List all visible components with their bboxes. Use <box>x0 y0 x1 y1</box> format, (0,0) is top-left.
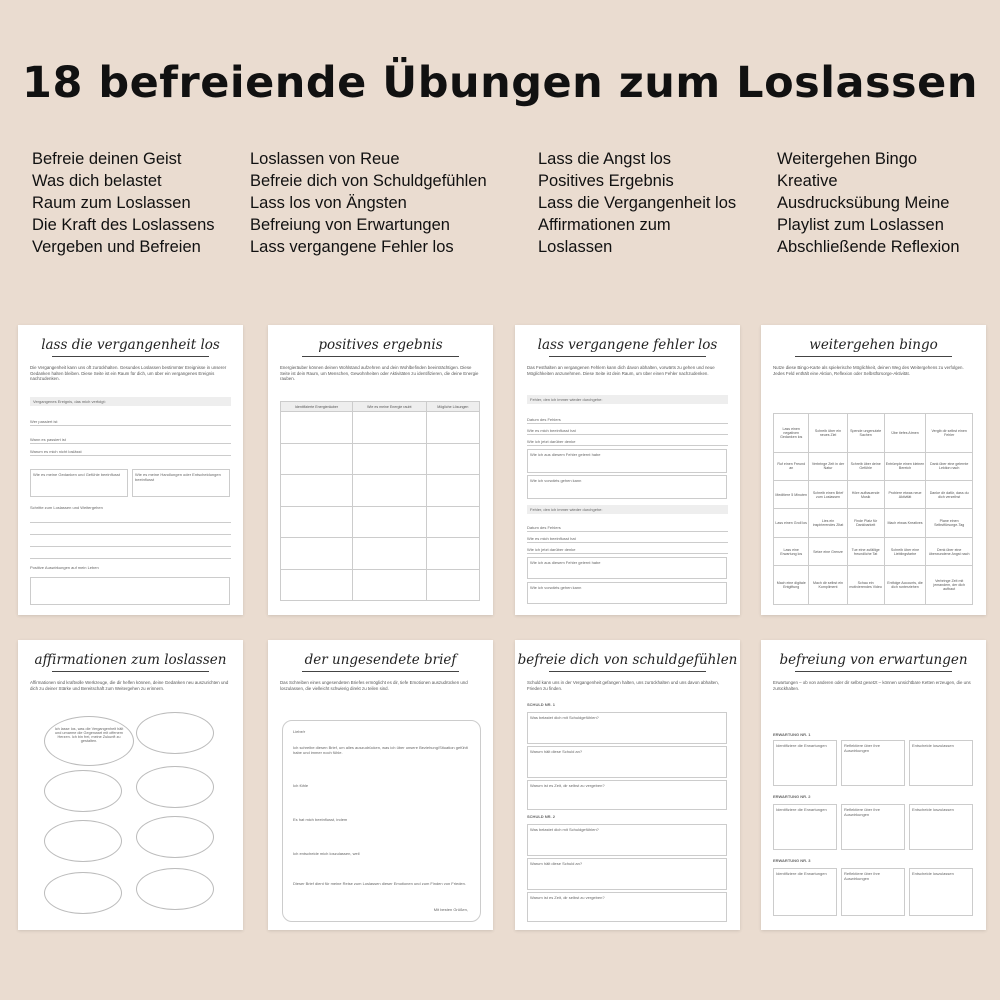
expectation-box: Identifiziere die Erwartungen <box>773 740 837 786</box>
page-title: 18 befreiende Übungen zum Loslassen <box>22 58 978 108</box>
worksheet-intro: Energieräuber können deinen Wohlstand aufzehren und dein Wohlbefinden beeinträchtigen. Diese Seite ist dein Raum, um Menschen, Gewohnheiten oder Aktivitäten zu identifizieren, die deine Energie rauben. <box>280 365 479 382</box>
field-label: Wer passiert ist <box>30 419 231 426</box>
section-label: ERWARTUNG NR. 3 <box>773 858 811 863</box>
list-item: Befreie deinen Geist <box>32 150 182 168</box>
field-label: Fehler, den ich immer wieder durchgehe: <box>527 395 728 404</box>
cloud-shape <box>44 872 122 914</box>
cloud-shape <box>136 712 214 754</box>
exercise-column-3 <box>538 148 736 258</box>
expectation-box: Entscheide loszulassen <box>909 868 973 916</box>
field-label: Wann es passiert ist <box>30 437 231 444</box>
question-box: Was belastet dich mit Schuldgefühlen? <box>527 824 727 856</box>
list-item: Befreie dich von Schuldgefühlen <box>250 172 487 190</box>
field-label: Fehler, den ich immer wieder durchgehe: <box>527 505 728 514</box>
worksheet-title: weitergehen bingo <box>761 337 986 357</box>
bingo-cell: Mach dir selbst ein Kompliment <box>809 566 847 605</box>
reflection-box: Wie ich aus diesem Fehler gelernt habe <box>527 449 727 473</box>
bingo-cell: Übe tiefes Atmen <box>884 414 926 453</box>
letter-line: Es hat mich beeinflusst, indem <box>293 817 348 822</box>
bingo-cell: Vergib dir selbst einen Fehler <box>926 414 973 453</box>
worksheet-preview-brief <box>268 640 493 930</box>
worksheet-intro: Das Schreiben eines ungesendeten Briefes ermöglicht es dir, tiefe Emotionen auszudrücken und loszulassen, die vielleicht schwierig direkt zu teilen sind. <box>280 680 468 691</box>
field-label: Wie ich jetzt darüber denke <box>527 439 728 446</box>
question-box: Warum hält diese Schuld an? <box>527 746 727 778</box>
exercise-column-2 <box>250 148 487 258</box>
cloud-shape <box>136 766 214 808</box>
list-item: Lass die Angst los <box>538 150 671 168</box>
list-item: Die Kraft des Loslassens <box>32 216 215 234</box>
bingo-cell: Verbringe Zeit in der Natur <box>809 452 847 480</box>
footer-box <box>30 577 230 605</box>
section-label: ERWARTUNG NR. 1 <box>773 732 811 737</box>
expectation-box: Entscheide loszulassen <box>909 740 973 786</box>
expectation-box: Reflektiere über ihre Auswirkungen <box>841 868 905 916</box>
worksheet-preview-erwartungen <box>761 640 986 930</box>
worksheet-title: positives ergebnis <box>268 337 493 357</box>
list-item: Raum zum Loslassen <box>32 194 191 212</box>
list-item: Weitergehen Bingo <box>777 150 918 168</box>
field-label: Warum es mich nicht loslässt <box>30 449 231 456</box>
section-label: ERWARTUNG NR. 2 <box>773 794 811 799</box>
worksheet-title: befreiung von erwartungen <box>761 652 986 672</box>
bingo-cell: Lass eine Erwartung los <box>774 537 809 565</box>
list-item: Loslassen von Reue <box>250 150 400 168</box>
expectation-box: Reflektiere über ihre Auswirkungen <box>841 740 905 786</box>
worksheet-preview-schuld <box>515 640 740 930</box>
worksheet-title: befreie dich von schuldgefühlen <box>515 652 740 672</box>
worksheet-intro: Schuld kann uns in der Vergangenheit gefangen halten, uns zurückhalten und uns davon abhalten, Frieden zu finden. <box>527 680 719 691</box>
bingo-cell: Schreib über ein neues Ziel <box>809 414 847 453</box>
list-item: Affirmationen zum <box>538 216 671 234</box>
list-item: Playlist zum Loslassen <box>777 216 944 234</box>
bingo-cell: Schau ein motivierendes Video <box>847 566 884 605</box>
bingo-cell: Denk über eine überwundene Angst nach <box>926 537 973 565</box>
bingo-cell: Lass einen negativen Gedanken los <box>774 414 809 453</box>
exercise-column-4 <box>777 148 960 258</box>
worksheet-title: der ungesendete brief <box>268 652 493 672</box>
worksheet-preview-fehler <box>515 325 740 615</box>
bingo-cell: Tue eine zufällige freundliche Tat <box>847 537 884 565</box>
bingo-cell: Spende ungenutzte Sachen <box>847 414 884 453</box>
field-label: Wie es mich beeinflusst hat <box>527 536 728 543</box>
section-label: SCHULD NR. 1 <box>527 702 556 707</box>
list-item: Vergeben und Befreien <box>32 238 201 256</box>
bingo-cell: Danke dir dafür, dass du dich verzeihst <box>926 481 973 509</box>
letter-line: Ich schreibe diesen Brief, um alles auszudrücken, was ich über unsere Beziehung/Situation gefühlt habe und immer noch fühle. <box>293 745 468 755</box>
cloud-shape <box>44 820 122 862</box>
worksheet-intro: Die Vergangenheit kann uns oft zurückhalten. Gesundes Loslassen bestimmter Ereignisse in unserer Gedanken halten bleiben. Diese Seite ist ein Raum für dich, um über ein vergangenes Ereignis nachzudenken. <box>30 365 227 382</box>
table-header: Wie es meine Energie raubt <box>352 402 426 412</box>
bingo-cell: Lass einen Groll los <box>774 509 809 537</box>
bingo-cell: Mach etwas Kreatives <box>884 509 926 537</box>
list-item: Positives Ergebnis <box>538 172 674 190</box>
list-item: Lass vergangene Fehler los <box>250 238 454 256</box>
cloud-shape <box>136 868 214 910</box>
field-label: Datum des Fehlers <box>527 525 728 532</box>
worksheet-intro: Nutze diese Bingo-Karte als spielerische Möglichkeit, deinen Weg des Weitergehens zu verfolgen. Jedes Feld enthält eine Aktion, Reflexion oder Selbstfürsorge-Aktivität. <box>773 365 964 376</box>
list-item: Lass los von Ängsten <box>250 194 407 212</box>
table-header: Mögliche Lösungen <box>426 402 479 412</box>
bingo-cell: Meditiere 5 Minuten <box>774 481 809 509</box>
bingo-cell: Mach eine digitale Entgiftung <box>774 566 809 605</box>
footer-label: Positive Auswirkungen auf mein Leben <box>30 565 99 570</box>
reflection-box: Wie es meine Gedanken und Gefühle beeinflusst <box>30 469 128 497</box>
reflection-box: Wie ich aus diesem Fehler gelernt habe <box>527 557 727 579</box>
expectation-box: Identifiziere die Erwartungen <box>773 804 837 850</box>
worksheet-preview-bingo <box>761 325 986 615</box>
bingo-cell: Lies ein inspirierendes Zitat <box>809 509 847 537</box>
list-item: Was dich belastet <box>32 172 162 190</box>
energy-table <box>280 401 480 601</box>
list-item: Loslassen <box>538 238 613 256</box>
step-line <box>30 557 231 559</box>
letter-line: Mit besten Grüßen, <box>433 907 468 912</box>
field-label: Wie es mich beeinflusst hat <box>527 428 728 435</box>
worksheet-intro: Affirmationen sind kraftvolle Werkzeuge, die dir helfen können, deine Gedanken neu auszurichten und dich zu deiner Stärke und Bereitschaft zum Weitergehen zu erinnern. <box>30 680 229 691</box>
bingo-cell: Plane einen Selbstfürsorge-Tag <box>926 509 973 537</box>
worksheet-preview-affirmationen <box>18 640 243 930</box>
cloud-shape <box>44 770 122 812</box>
field-label: Wie ich jetzt darüber denke <box>527 547 728 554</box>
letter-frame <box>282 720 481 922</box>
bingo-cell: Finde Platz für Dankbarkeit <box>847 509 884 537</box>
expectation-box: Entscheide loszulassen <box>909 804 973 850</box>
worksheet-intro: Das Festhalten an vergangenen Fehlern kann dich davon abhalten, vorwärts zu gehen und neue Möglichkeiten anzunehmen. Diese Seite ist dein Raum, um über einen Fehler nachzudenken. <box>527 365 715 376</box>
table-header: Identifizierte Energieräuber <box>281 402 353 412</box>
bingo-cell: Höre aufbauende Musik <box>847 481 884 509</box>
bingo-cell: Schreib über deine Gefühle <box>847 452 884 480</box>
list-item: Lass die Vergangenheit los <box>538 194 737 212</box>
step-line <box>30 521 231 523</box>
letter-line: Ich entscheide mich loszulassen, weil <box>293 851 360 856</box>
bingo-cell: Probiere etwas neue Aktivität <box>884 481 926 509</box>
cloud-shape: Ich lasse los, was die Vergangenheit hält und umarme die Gegenwart mit offenem Herzen. Ich bin frei, meine Zukunft zu gestalten. <box>44 716 134 766</box>
bingo-cell: Entrümple einen kleinen Bereich <box>884 452 926 480</box>
bingo-cell: Ruf einen Freund an <box>774 452 809 480</box>
expectation-box: Reflektiere über ihre Auswirkungen <box>841 804 905 850</box>
question-box: Warum ist es Zeit, dir selbst zu vergeben? <box>527 780 727 810</box>
list-item: Ausdrucksübung Meine <box>777 194 950 212</box>
section-label: SCHULD NR. 2 <box>527 814 556 819</box>
worksheet-preview-vergangenheit <box>18 325 243 615</box>
bingo-grid <box>773 413 973 605</box>
cloud-shape <box>136 816 214 858</box>
steps-label: Schritte zum Loslassen und Weitergehen <box>30 505 103 510</box>
letter-line: Dieser Brief dient für meine Reise zum Loslassen dieser Emotionen und zum Finden von Frieden. <box>293 881 466 886</box>
reflection-box: Wie es meine Handlungen oder Entscheidungen beeinflusst <box>132 469 230 497</box>
bingo-cell: Entfolge Accounts, die dich runterziehen <box>884 566 926 605</box>
step-line <box>30 533 231 535</box>
worksheet-intro: Erwartungen – ob von anderen oder dir selbst gesetzt – können unsichtbare Ketten erzeugen, die uns zurückhalten. <box>773 680 971 691</box>
worksheet-title: lass vergangene fehler los <box>515 337 740 357</box>
field-label: Datum des Fehlers <box>527 417 728 424</box>
reflection-box: Wie ich vorwärts gehen kann <box>527 582 727 604</box>
worksheet-title: affirmationen zum loslassen <box>18 652 243 672</box>
letter-line: Ich fühle <box>293 783 309 788</box>
bingo-cell: Setze eine Grenze <box>809 537 847 565</box>
step-line <box>30 545 231 547</box>
bingo-cell: Verbringe Zeit mit jemandem, der dich aufbaut <box>926 566 973 605</box>
worksheet-preview-positives-ergebnis <box>268 325 493 615</box>
question-box: Warum hält diese Schuld an? <box>527 858 727 890</box>
reflection-box: Wie ich vorwärts gehen kann <box>527 475 727 499</box>
letter-line: Liebe/r <box>293 729 306 734</box>
list-item: Abschließende Reflexion <box>777 238 960 256</box>
expectation-box: Identifiziere die Erwartungen <box>773 868 837 916</box>
list-item: Kreative <box>777 172 838 190</box>
exercise-column-1 <box>32 148 215 258</box>
list-item: Befreiung von Erwartungen <box>250 216 450 234</box>
field-label: Vergangenes Ereignis, das mich verfolgt: <box>30 397 231 406</box>
worksheet-title: lass die vergangenheit los <box>18 337 243 357</box>
bingo-cell: Schreib einen Brief zum Loslassen <box>809 481 847 509</box>
question-box: Warum ist es Zeit, dir selbst zu vergeben? <box>527 892 727 922</box>
bingo-cell: Dank über eine gelernte Lektion nach <box>926 452 973 480</box>
bingo-cell: Schreib über eine Lieblingsfarbe <box>884 537 926 565</box>
question-box: Was belastet dich mit Schuldgefühlen? <box>527 712 727 744</box>
